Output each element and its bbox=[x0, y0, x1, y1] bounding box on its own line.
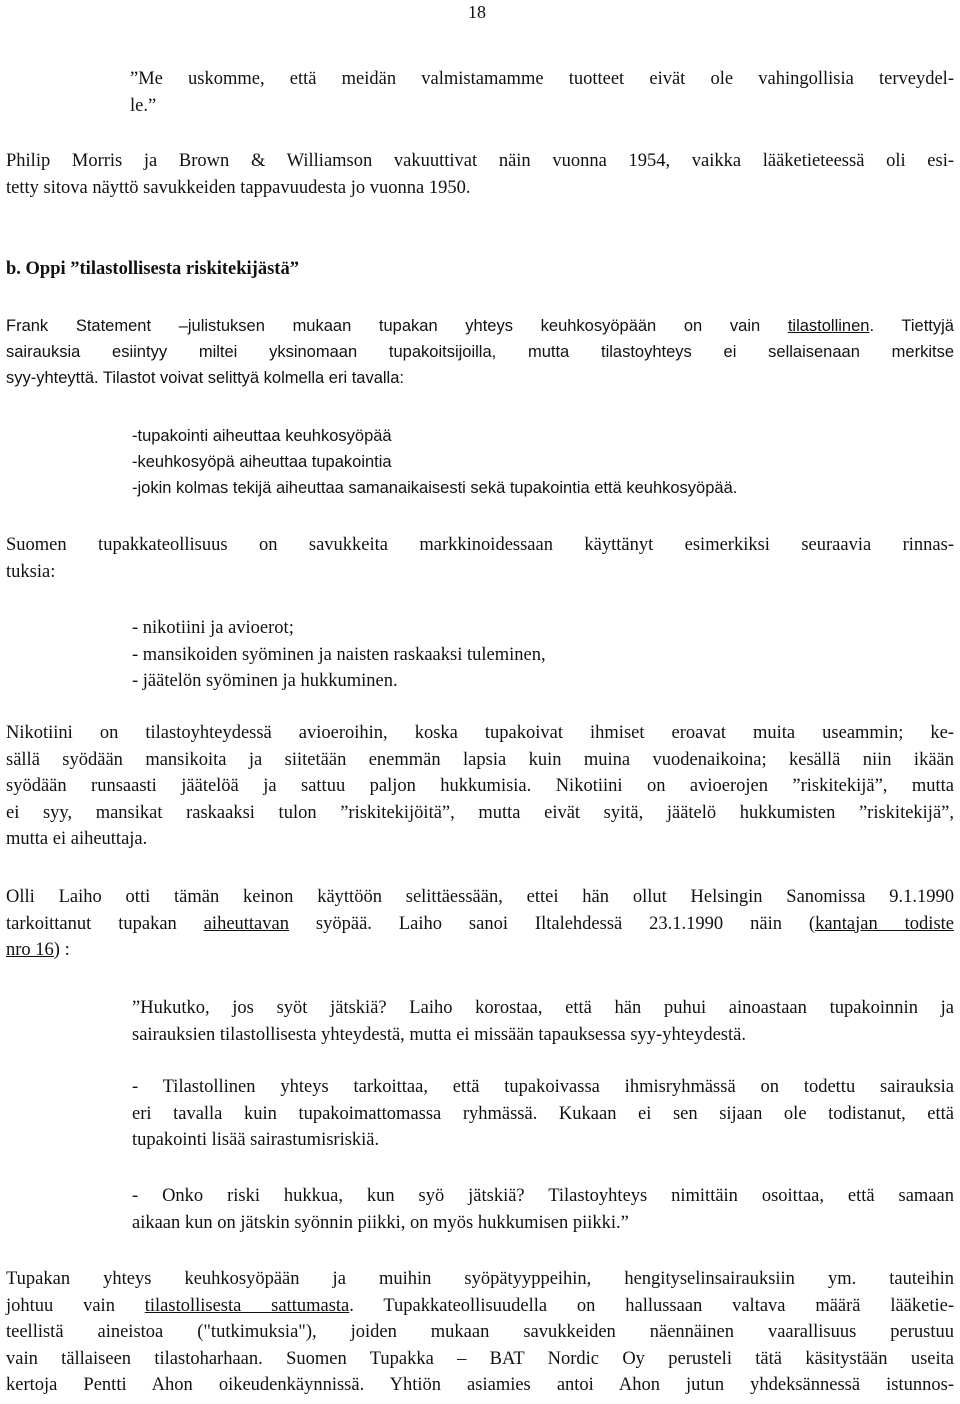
opening-quote bbox=[130, 66, 954, 119]
text-line bbox=[6, 313, 954, 339]
text-line: ”Me uskomme, että meidän valmistamamme tuotteet eivät ole vahingollisia terveydel- bbox=[130, 69, 954, 89]
laiho-quote-part-2 bbox=[132, 1074, 954, 1154]
underlined-term: tilastollisesta sattumasta bbox=[144, 1295, 350, 1316]
text-line: - Tilastollinen yhteys tarkoittaa, että tupakoivassa ihmisryhmässä on todettu sairauksia bbox=[132, 1077, 954, 1097]
section-heading: b. Oppi ”tilastollisesta riskitekijästä” bbox=[6, 259, 299, 279]
text-line: tupakointi lisää sairastumisriskiä. bbox=[132, 1130, 380, 1150]
text-line: aikaan kun on jätskin syönnin piikki, on myös hukkumisen piikki.” bbox=[132, 1212, 629, 1233]
evidence-reference: nro 16 bbox=[6, 940, 54, 960]
paragraph-suomen bbox=[6, 532, 954, 585]
laiho-quote-part-3 bbox=[132, 1183, 954, 1236]
text-span: johtuu vain bbox=[6, 1295, 145, 1316]
list-item: -tupakointi aiheuttaa keuhkosyöpää bbox=[132, 427, 392, 445]
text-span: Frank Statement –julistuksen mukaan tupakan yhteys keuhkosyöpään on vain bbox=[6, 317, 788, 335]
text-line: Philip Morris ja Brown & Williamson vakuuttivat näin vuonna 1954, vaikka lääketieteessä oli esi- bbox=[6, 151, 954, 171]
text-line: tuksia: bbox=[6, 561, 56, 582]
list-item: -jokin kolmas tekijä aiheuttaa samanaikaisesti sekä tupakointia että keuhkosyöpää. bbox=[132, 479, 738, 497]
text-line: sairauksia esiintyy miltei yksinomaan tupakoitsijoilla, mutta tilastoyhteys ei sellaisenaan merkitse bbox=[6, 343, 954, 361]
text-line: ”Hukutko, jos syöt jätskiä? Laiho korostaa, että hän puhui ainoastaan tupakoinnin ja bbox=[132, 998, 954, 1018]
text-span: . Tiettyjä bbox=[869, 317, 954, 335]
text-line: sairauksien tilastollisesta yhteydestä, mutta ei missään tapauksessa syy-yhteydestä. bbox=[132, 1024, 746, 1045]
text-line: Nikotiini on tilastoyhteydessä avioeroihin, koska tupakoivat ihmiset eroavat muita useammin; ke- bbox=[6, 723, 954, 743]
text-span: tarkoittanut tupakan bbox=[6, 913, 204, 934]
text-line bbox=[6, 1293, 954, 1320]
text-line: syy-yhteyttä. Tilastot voivat selittyä kolmella eri tavalla: bbox=[6, 369, 404, 387]
list-item: - mansikoiden syöminen ja naisten raskaaksi tuleminen, bbox=[132, 644, 546, 665]
paragraph-olli-laiho bbox=[6, 884, 954, 964]
text-line bbox=[6, 937, 954, 964]
underlined-term: tilastollinen bbox=[787, 317, 870, 335]
evidence-reference: kantajan todiste bbox=[815, 913, 954, 934]
text-line: le.” bbox=[130, 95, 157, 116]
paragraph-tupakan-yhteys bbox=[6, 1266, 954, 1399]
comparisons-list bbox=[132, 615, 954, 695]
text-line: Olli Laiho otti tämän keinon käyttöön selittäessään, ettei hän ollut Helsingin Sanomissa 9.1.1990 bbox=[6, 887, 954, 907]
laiho-quote-part-1 bbox=[132, 995, 954, 1048]
page-number: 18 bbox=[468, 2, 486, 22]
paragraph-philip-morris bbox=[6, 148, 954, 201]
paragraph-nikotiini bbox=[6, 720, 954, 853]
text-line: kertoja Pentti Ahon oikeudenkäynnissä. Yhtiön asiamies antoi Ahon jutun yhdeksännessä istunnos- bbox=[6, 1375, 954, 1395]
text-line: sällä syödään mansikoita ja siitetään enemmän lapsia kuin muina vuodenaikoina; kesällä niin ikään bbox=[6, 749, 954, 770]
text-line: mutta ei aiheuttaja. bbox=[6, 829, 148, 849]
text-line bbox=[6, 911, 954, 938]
text-line: eri tavalla kuin tupakoimattomassa ryhmässä. Kukaan ei sen sijaan ole todistanut, että bbox=[132, 1103, 954, 1124]
list-item: - nikotiini ja avioerot; bbox=[132, 618, 294, 638]
text-line: ei syy, mansikat raskaaksi tulon ”riskitekijöitä”, mutta eivät syitä, jäätelö hukkumisten ”riskitekijä”, bbox=[6, 802, 954, 823]
list-item: - jäätelön syöminen ja hukkuminen. bbox=[132, 671, 398, 691]
list-item: -keuhkosyöpä aiheuttaa tupakointia bbox=[132, 453, 392, 471]
text-line: teellistä aineistoa ("tutkimuksia"), joiden mukaan savukkeiden näennäinen vaarallisuus perustuu bbox=[6, 1322, 954, 1342]
text-line: - Onko riski hukkua, kun syö jätskiä? Tilastoyhteys nimittäin osoittaa, että samaan bbox=[132, 1186, 954, 1206]
underlined-term: aiheuttavan bbox=[203, 913, 289, 934]
text-span: ) : bbox=[53, 940, 70, 960]
text-line: vain tällaiseen tilastoharhaan. Suomen Tupakka – BAT Nordic Oy perusteli tätä käsitystään useita bbox=[6, 1348, 954, 1369]
causes-list bbox=[132, 423, 954, 501]
text-span: . Tupakkateollisuudella on hallussaan valtava määrä lääketie- bbox=[349, 1295, 954, 1316]
text-line: syödään runsaasti jäätelöä ja sattuu paljon hukkumisia. Nikotiini on avioerojen ”riskitekijä”, mutta bbox=[6, 776, 954, 796]
text-span: syöpää. Laiho sanoi Iltalehdessä 23.1.1990 näin ( bbox=[288, 913, 816, 934]
paragraph-frank-statement bbox=[6, 313, 954, 391]
text-line: Tupakan yhteys keuhkosyöpään ja muihin syöpätyyppeihin, hengityselinsairauksiin ym. tauteihin bbox=[6, 1269, 954, 1289]
text-line: Suomen tupakkateollisuus on savukkeita markkinoidessaan käyttänyt esimerkiksi seuraavia rinnas- bbox=[6, 535, 954, 555]
text-line: tetty sitova näyttö savukkeiden tappavuudesta jo vuonna 1950. bbox=[6, 177, 471, 198]
